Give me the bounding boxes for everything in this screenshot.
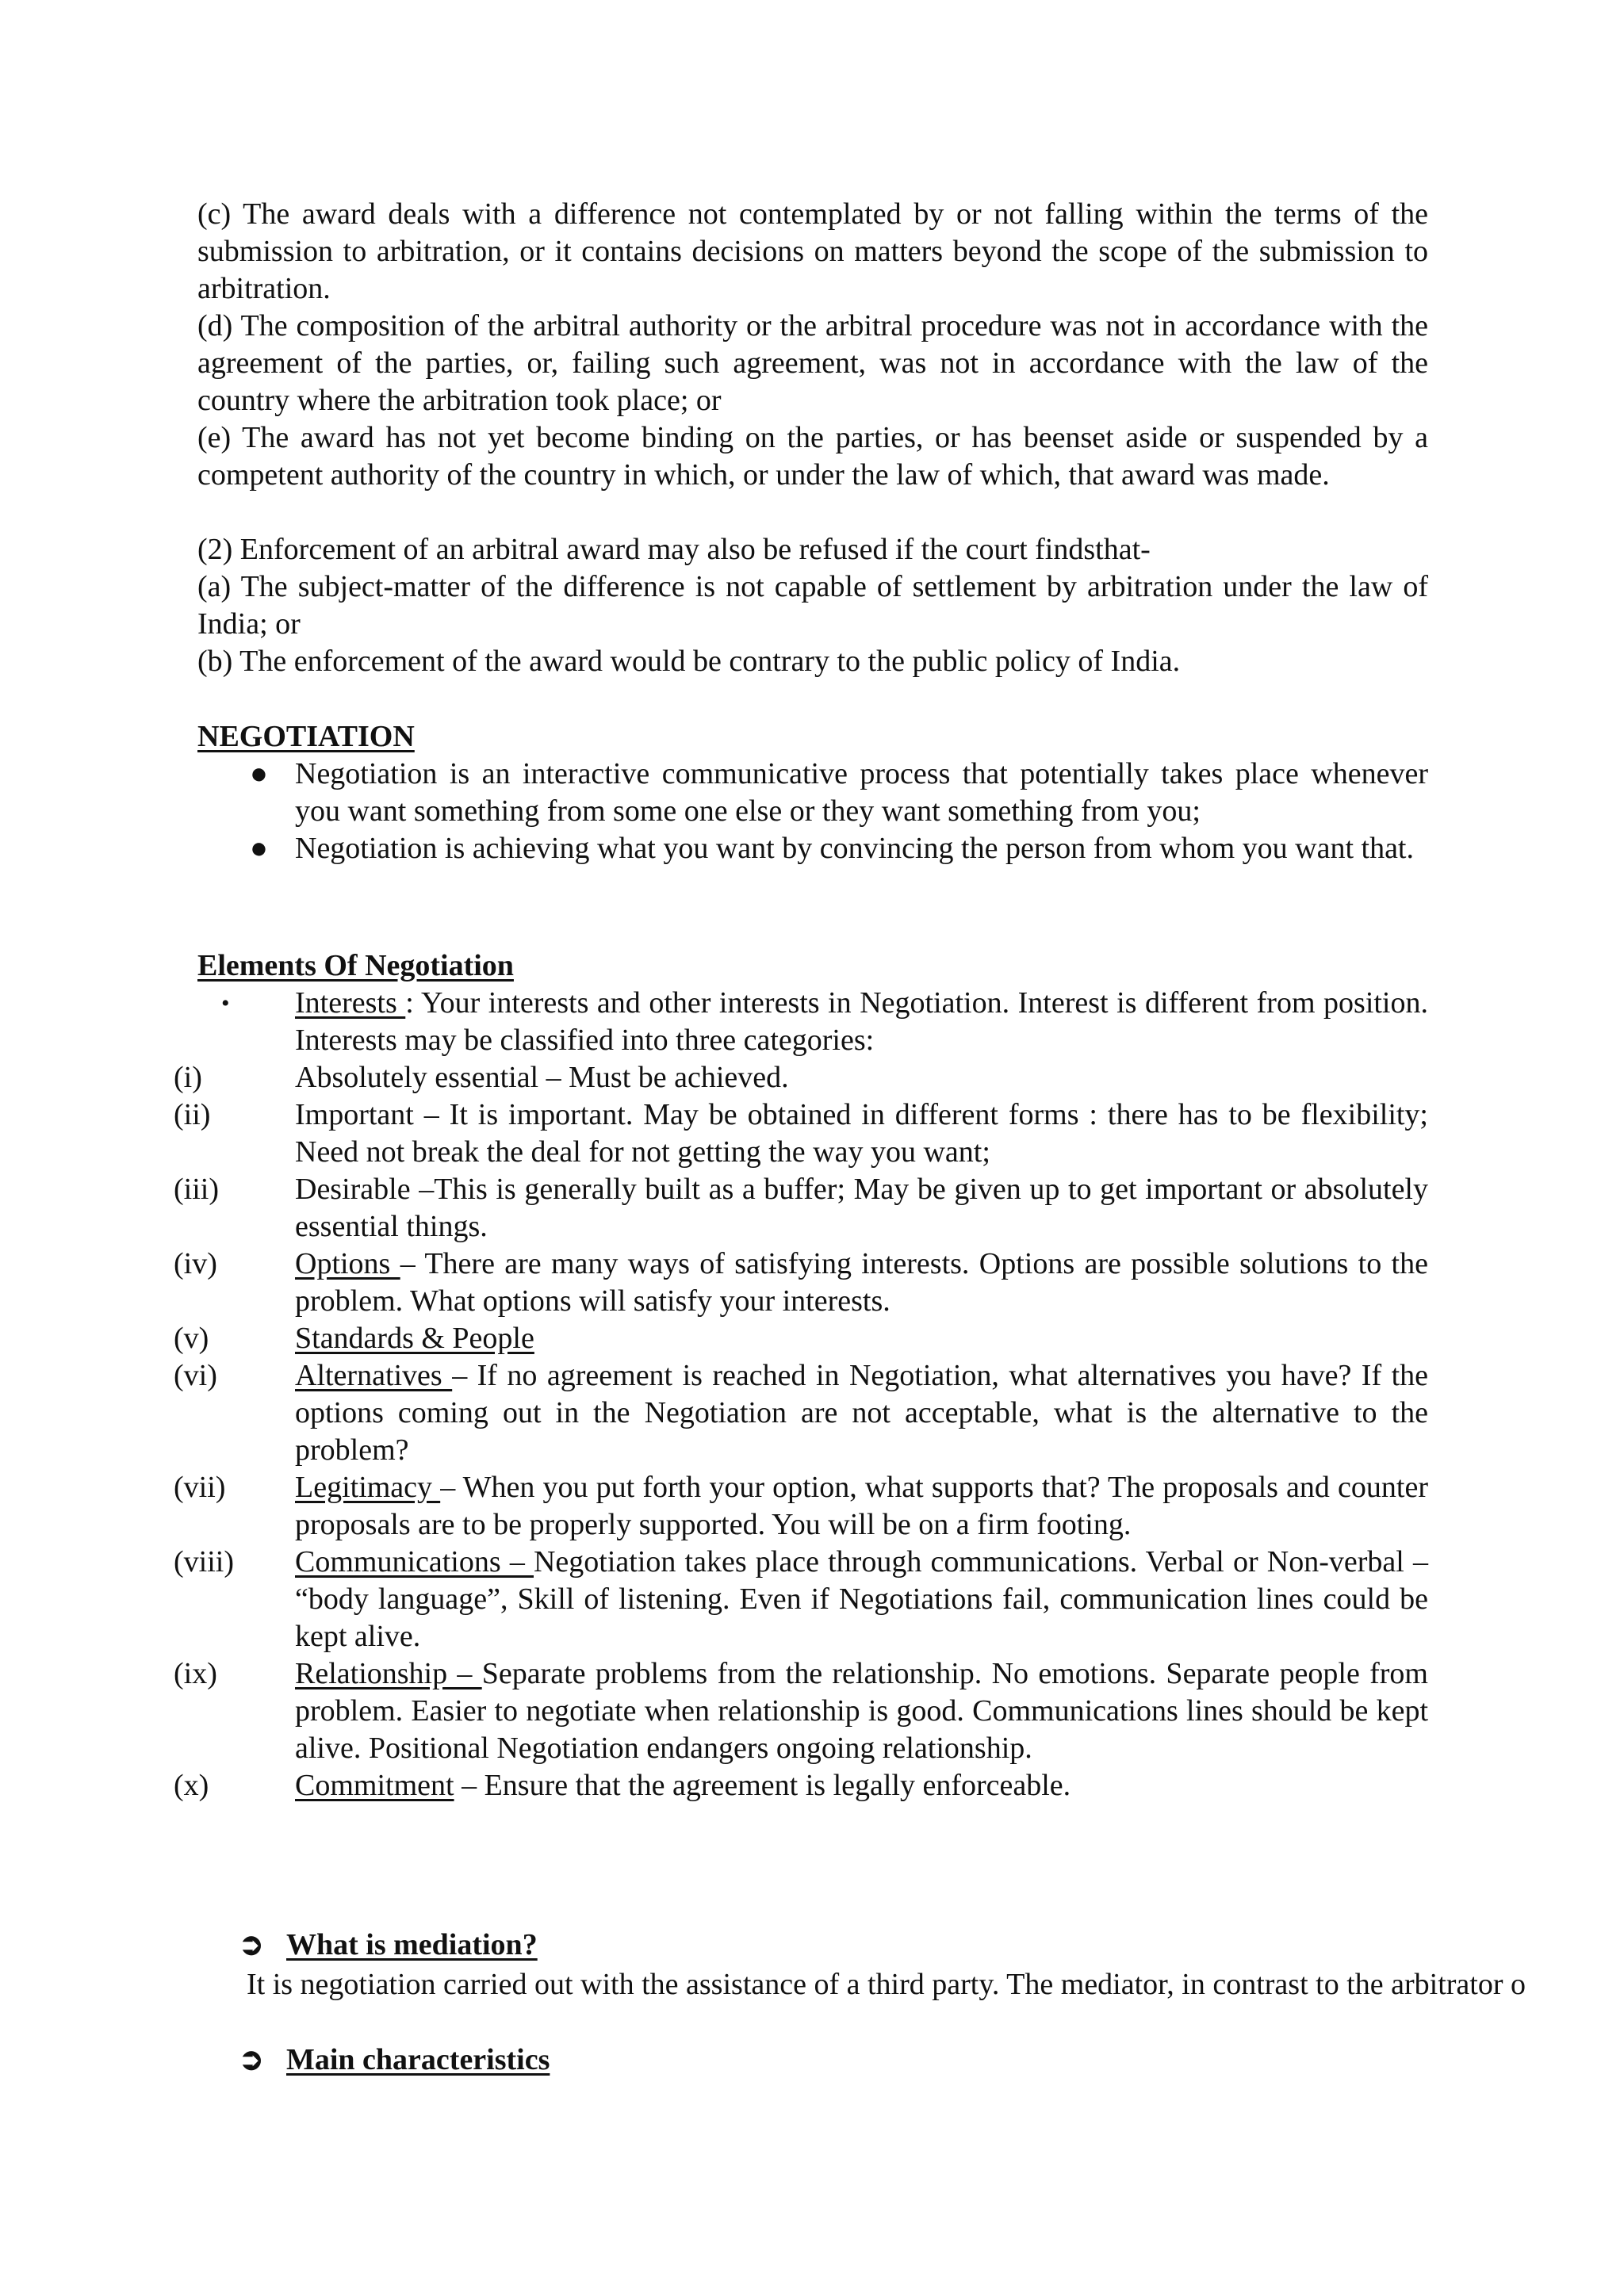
item-text: Absolutely essential – Must be achieved. (295, 1061, 789, 1094)
ground-2: (2) Enforcement of an arbitral award may also be refused if the court findsthat- (197, 533, 1151, 566)
list-item (174, 1655, 1428, 1767)
interests-term: Interests (295, 986, 406, 1020)
item-term: Standards & People (295, 1322, 534, 1355)
ground-e: (e) The award has not yet become binding on the parties, or has beenset aside or suspended by a competent authority of the country in which, or under the law of which, that award was made. (197, 421, 1428, 492)
item-number: (i) (174, 1061, 202, 1094)
characteristics-heading: Main characteristics (286, 2043, 550, 2076)
item-text: – If no agreement is reached in Negotiation, what alternatives you have? If the options coming out in the Negotiation are not acceptable, what is the alternative to the problem? (295, 1359, 1428, 1467)
list-item (197, 756, 1428, 830)
item-number: (vii) (174, 1471, 226, 1504)
list-item (174, 1320, 1428, 1357)
elements-list (174, 1059, 1428, 1804)
negotiation-bullets (197, 756, 1428, 867)
item-number: (ii) (174, 1098, 211, 1131)
item-text: – Ensure that the agreement is legally enforceable. (454, 1769, 1071, 1802)
list-item (174, 1171, 1428, 1246)
interests-text: : Your interests and other interests in Negotiation. Interest is different from position. Interests may be classified into three categories: (295, 986, 1428, 1057)
circled-arrow-icon: ➲ (239, 1928, 264, 1961)
list-item (197, 830, 1428, 867)
item-term: Alternatives (295, 1359, 453, 1392)
list-item (174, 1469, 1428, 1544)
item-number: (ix) (174, 1657, 217, 1690)
circled-arrow-icon: ➲ (239, 2043, 264, 2076)
list-item (174, 1544, 1428, 1655)
item-number: (viii) (174, 1545, 234, 1578)
item-term: Communications – (295, 1545, 534, 1578)
list-item (174, 1246, 1428, 1320)
mediation-heading-row (239, 1927, 538, 1964)
mediation-heading: What is mediation? (286, 1928, 538, 1961)
item-text: Desirable –This is generally built as a buffer; May be given up to get important or absolutely essential things. (295, 1173, 1428, 1243)
item-term: Options (295, 1247, 400, 1280)
item-text: – There are many ways of satisfying interests. Options are possible solutions to the problem. What options will satisfy your interests. (295, 1247, 1428, 1318)
item-number: (v) (174, 1322, 209, 1355)
ground-c: (c) The award deals with a difference not contemplated by or not falling within the terms of the submission to arbitration, or it contains decisions on matters beyond the scope of the submission to arbitration. (197, 197, 1428, 305)
item-text: Separate problems from the relationship. No emotions. Separate people from problem. Easier to negotiate when relationship is good. Communications lines should be kept alive. Positional Negotiation endangers ongoing relationship. (295, 1657, 1428, 1765)
bullet-dot-icon: ● (250, 832, 268, 865)
small-bullet-icon: • (221, 990, 230, 1016)
item-term: Commitment (295, 1769, 454, 1802)
item-number: (iv) (174, 1247, 217, 1280)
item-term: Relationship – (295, 1657, 482, 1690)
list-item (174, 1059, 1428, 1096)
list-item (174, 1767, 1428, 1804)
bullet-text: Negotiation is achieving what you want by convincing the person from whom you want that. (295, 832, 1414, 865)
ground-b: (b) The enforcement of the award would be contrary to the public policy of India. (197, 645, 1181, 678)
mediation-text: It is negotiation carried out with the assistance of a third party. The mediator, in contrast to the arbitrator o (247, 1968, 1526, 2001)
item-text: Negotiation takes place through communications. Verbal or Non-verbal – “body language”, Skill of listening. Even if Negotiations fail, communication lines could be kept alive. (295, 1545, 1428, 1653)
bullet-text: Negotiation is an interactive communicative process that potentially takes place whenever you want something from some one else or they want something from you; (295, 757, 1428, 828)
item-number: (x) (174, 1769, 209, 1802)
elements-heading: Elements Of Negotiation (197, 949, 514, 982)
characteristics-heading-row (239, 2042, 550, 2079)
item-text: Important – It is important. May be obtained in different forms : there has to be flexibility; Need not break the deal for not getting the way you want; (295, 1098, 1428, 1169)
list-item (174, 1096, 1428, 1171)
ground-d: (d) The composition of the arbitral authority or the arbitral procedure was not in accordance with the agreement of the parties, or, failing such agreement, was not in accordance with the law of the country where the arbitration took place; or (197, 309, 1428, 417)
ground-a: (a) The subject-matter of the difference is not capable of settlement by arbitration under the law of India; or (197, 570, 1428, 641)
negotiation-heading: NEGOTIATION (197, 720, 415, 753)
bullet-dot-icon: ● (250, 757, 268, 790)
item-number: (iii) (174, 1173, 219, 1206)
item-text: – When you put forth your option, what supports that? The proposals and counter proposals are to be properly supported. You will be on a firm footing. (295, 1471, 1428, 1541)
interests-item (197, 985, 1428, 1059)
list-item (174, 1357, 1428, 1469)
item-number: (vi) (174, 1359, 217, 1392)
item-term: Legitimacy (295, 1471, 441, 1504)
